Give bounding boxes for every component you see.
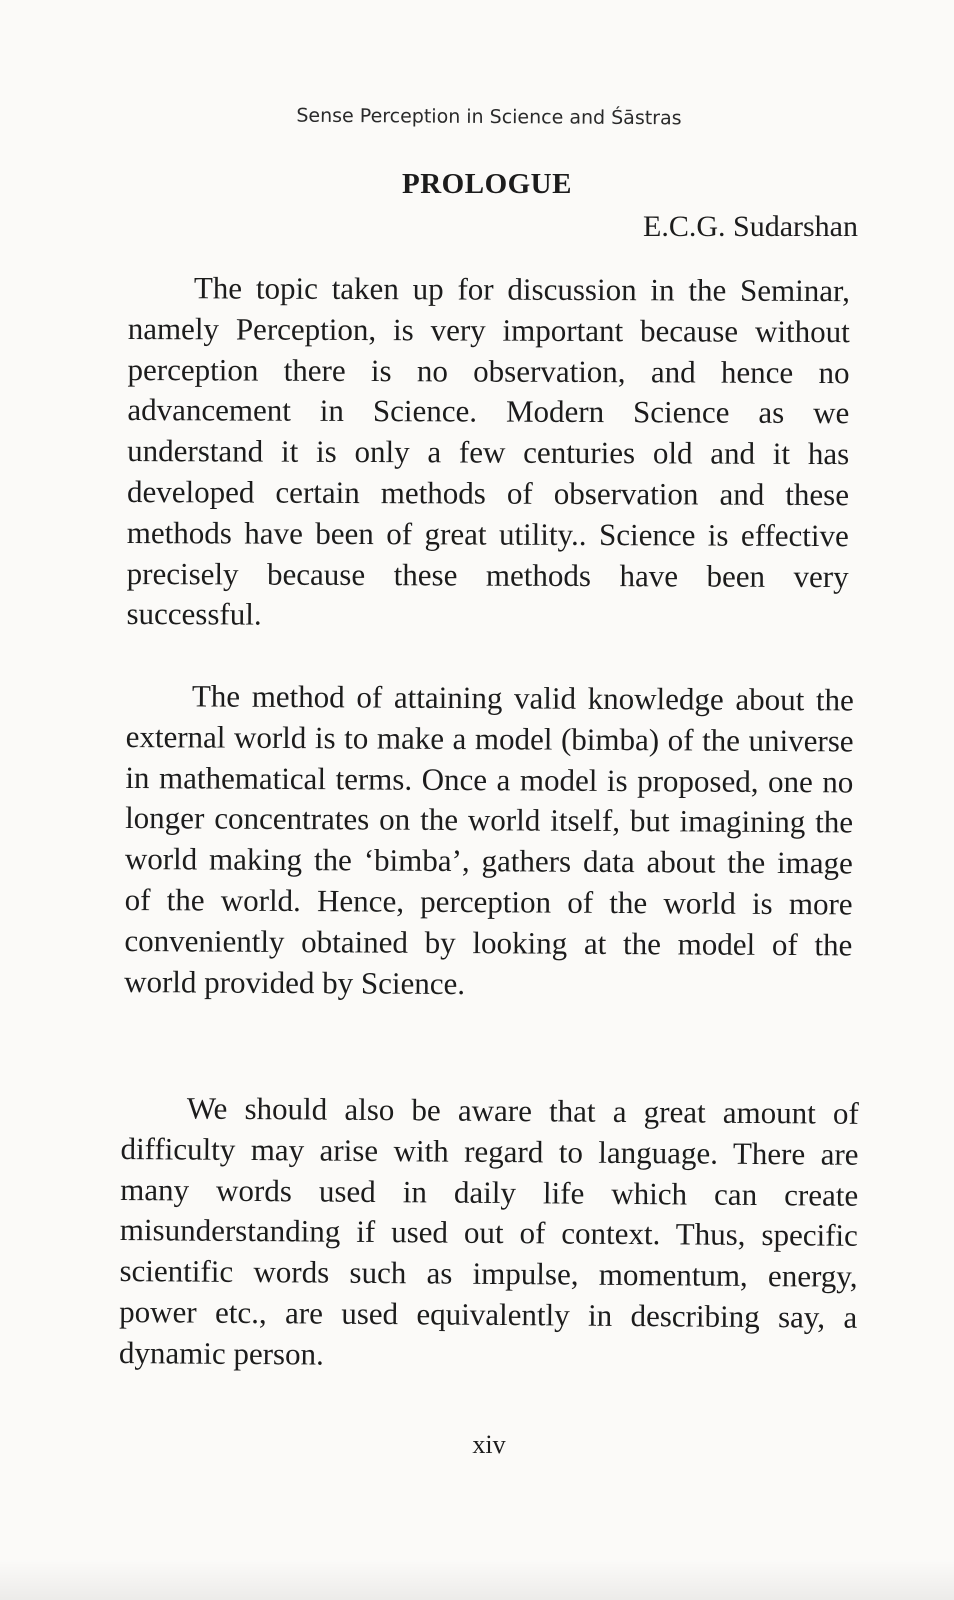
paragraph-1: The topic taken up for discussion in the Seminar, namely Perception, is very important because without perception there is no observation, and hence no advancement in Science. Modern Science as we understand it is only a few centuries old and it has developed certain methods of observation and these methods have been of great utility.. Science is effective precisely because these methods have been very successful. [126, 270, 850, 632]
page-number: xiv [472, 1430, 506, 1459]
page-shadow [0, 1560, 954, 1600]
paragraph-2: The method of attaining valid knowledge about the external world is to make a model (bimba) of the universe in mathematical terms. Once a model is proposed, one no longer concentrates on the world itself, but imagining the world making the ‘bimba’, gathers data about the image of the world. Hence, perception of the world is more conveniently obtained by looking at the model of the world provided by Science. [124, 678, 854, 1001]
running-head: Sense Perception in Science and Śāstras [296, 104, 682, 130]
chapter-title: PROLOGUE [402, 168, 572, 200]
author-name: E.C.G. Sudarshan [643, 210, 858, 243]
paragraph-3: We should also be aware that a great amount of difficulty may arise with regard to language. There are many words used in daily life which can create misunderstanding if used out of context. Thus, specific scientific words such as impulse, momentum, energy, power etc., are used equivalently in describing say, a dynamic person. [118, 1090, 859, 1372]
